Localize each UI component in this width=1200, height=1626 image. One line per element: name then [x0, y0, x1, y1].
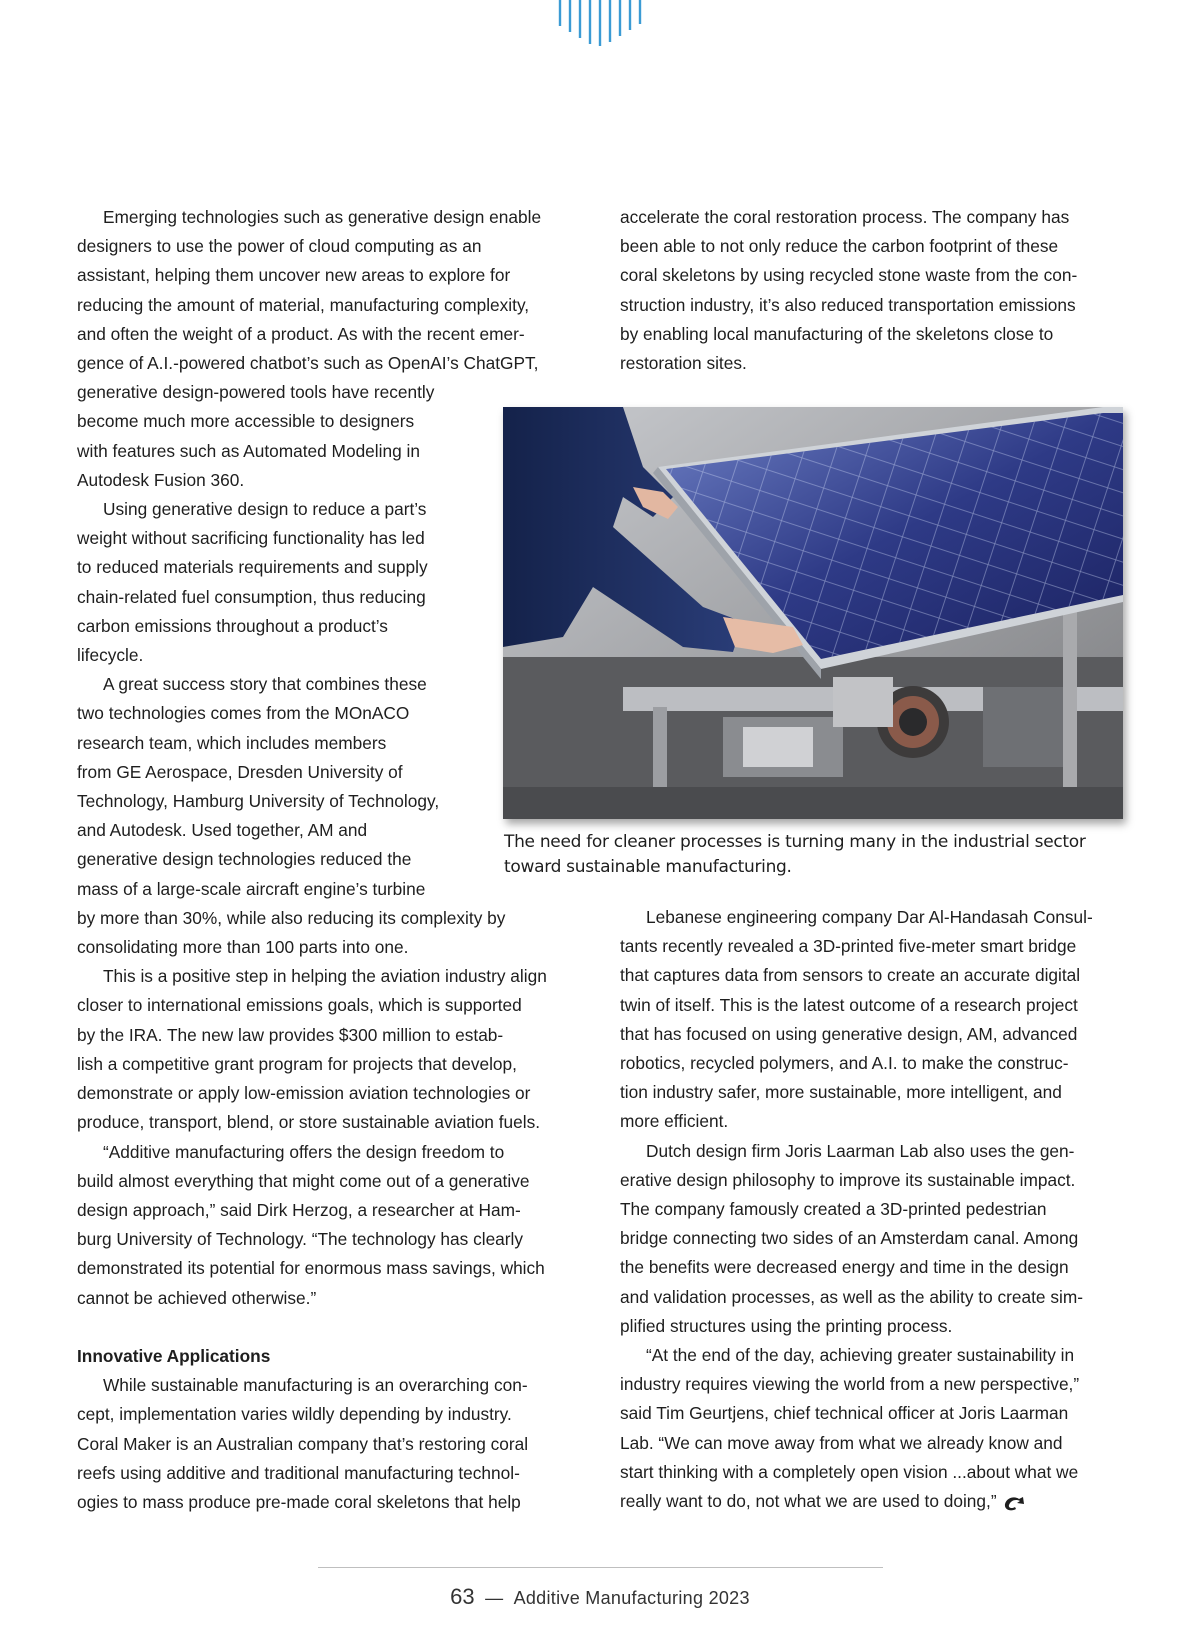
text-line: “Additive manufacturing offers the design freedom to [103, 1141, 505, 1162]
text-line: cannot be achieved otherwise.” [77, 1287, 317, 1308]
text-line: accelerate the coral restoration process. The company has [620, 207, 1070, 227]
text-line: with features such as Automated Modeling in [77, 440, 420, 461]
text-line: mass of a large-scale aircraft engine’s turbine [77, 878, 426, 899]
text-line: chain-related fuel consumption, thus reducing [77, 586, 426, 607]
text-line: reducing the amount of material, manufacturing complexity, [77, 294, 530, 315]
paragraph-dar-al-handasah [620, 903, 1130, 1137]
text-line: by more than 30%, while also reducing its complexity by [77, 907, 506, 928]
right-column [620, 903, 1130, 1516]
article-end-icon [1003, 1495, 1027, 1511]
text-line: research team, which includes members [77, 732, 387, 753]
text-line: to reduced materials requirements and supply [77, 557, 428, 578]
text-line: from GE Aerospace, Dresden University of [77, 761, 403, 782]
text-line: plified structures using the printing process. [620, 1315, 953, 1336]
text-line: closer to international emissions goals, which is supported [77, 995, 522, 1016]
text-line: the benefits were decreased energy and time in the design [620, 1257, 1069, 1278]
text-line: generative design technologies reduced the [77, 849, 412, 870]
text-line: Emerging technologies such as generative design enable [103, 207, 542, 227]
text-line: by enabling local manufacturing of the skeletons close to [620, 323, 1054, 344]
text-line: consolidating more than 100 parts into one. [77, 937, 409, 958]
decorative-stripes-icon [558, 0, 642, 48]
text-line: build almost everything that might come out of a generative [77, 1170, 530, 1191]
text-line: twin of itself. This is the latest outcome of a research project [620, 994, 1078, 1015]
text-line: Lab. “We can move away from what we already know and [620, 1432, 1063, 1453]
text-line: erative design philosophy to improve its sustainable impact. [620, 1169, 1076, 1190]
text-line: This is a positive step in helping the aviation industry align [103, 966, 547, 987]
text-line: A great success story that combines these [103, 674, 427, 695]
text-line: carbon emissions throughout a product’s [77, 615, 388, 636]
text-line: Dutch design firm Joris Laarman Lab also uses the gen- [646, 1140, 1075, 1161]
text-line: tion industry safer, more sustainable, more intelligent, and [620, 1082, 1062, 1103]
text-line: burg University of Technology. “The technology has clearly [77, 1229, 524, 1250]
text-line: two technologies comes from the MOnACO [77, 703, 410, 724]
text-line: designers to use the power of cloud computing as an [77, 236, 482, 257]
text-line: While sustainable manufacturing is an overarching con- [103, 1375, 528, 1396]
text-line: gence of A.I.-powered chatbot’s such as OpenAI’s ChatGPT, [77, 353, 539, 374]
paragraph-geurtjens-quote [620, 1341, 1130, 1516]
text-line: Lebanese engineering company Dar Al-Handasah Consul- [646, 907, 1093, 927]
page-number: 63 [450, 1584, 475, 1609]
text-line: and validation processes, as well as the ability to create sim- [620, 1286, 1083, 1307]
text-line: cept, implementation varies wildly depending by industry. [77, 1404, 512, 1425]
text-line: and often the weight of a product. As with the recent emer- [77, 323, 525, 344]
text-line: start thinking with a completely open vision ...about what we [620, 1461, 1079, 1482]
text-line: coral skeletons by using recycled stone waste from the con- [620, 265, 1078, 286]
text-line: been able to not only reduce the carbon footprint of these [620, 236, 1059, 257]
paragraph-innovative-applications [77, 1371, 587, 1517]
text-line: ogies to mass produce pre-made coral skeletons that help [77, 1491, 521, 1512]
paragraph-joris-laarman [620, 1137, 1130, 1341]
text-line: restoration sites. [620, 353, 747, 374]
text-line-last [620, 1487, 1130, 1516]
text-line: Coral Maker is an Australian company that’s restoring coral [77, 1433, 529, 1454]
text-line: weight without sacrificing functionality has led [77, 528, 425, 549]
page-footer [0, 1584, 1200, 1610]
text-line: robotics, recycled polymers, and A.I. to make the construc- [620, 1053, 1069, 1074]
right-column-top [620, 203, 1130, 378]
publication-title: Additive Manufacturing 2023 [513, 1588, 750, 1608]
footer-separator: — [485, 1588, 504, 1608]
text-line: Autodesk Fusion 360. [77, 469, 245, 490]
paragraph-coral-continued [620, 203, 1130, 378]
text-line: said Tim Geurtjens, chief technical officer at Joris Laarman [620, 1403, 1069, 1424]
text-line: lifecycle. [77, 645, 144, 666]
text-line: demonstrate or apply low-emission aviation technologies or [77, 1083, 531, 1104]
text-line: that has focused on using generative design, AM, advanced [620, 1023, 1078, 1044]
text-line: lish a competitive grant program for projects that develop, [77, 1053, 517, 1074]
footer-divider [318, 1567, 883, 1568]
text-line: struction industry, it’s also reduced transportation emissions [620, 294, 1076, 315]
text-line: by the IRA. The new law provides $300 million to estab- [77, 1024, 504, 1045]
text-line: design approach,” said Dirk Herzog, a researcher at Ham- [77, 1199, 521, 1220]
figure-caption: The need for cleaner processes is turning many in the industrial sector toward sustainable manufacturing. [504, 832, 1086, 877]
text-line: and Autodesk. Used together, AM and [77, 820, 368, 841]
section-heading: Innovative Applications [77, 1345, 271, 1366]
text-line: tants recently revealed a 3D-printed five-meter smart bridge [620, 936, 1077, 957]
text-line: produce, transport, blend, or store sustainable aviation fuels. [77, 1112, 541, 1133]
text-line: The company famously created a 3D-printed pedestrian [620, 1199, 1047, 1220]
paragraph-aviation-emissions [77, 962, 587, 1137]
text-line: generative design-powered tools have recently [77, 382, 435, 403]
text-line: Technology, Hamburg University of Technology, [77, 791, 440, 812]
text-line: really want to do, not what we are used to doing,” [620, 1491, 997, 1512]
text-line: bridge connecting two sides of an Amsterdam canal. Among [620, 1228, 1079, 1249]
text-line: more efficient. [620, 1111, 729, 1132]
text-line: “At the end of the day, achieving greater sustainability in [646, 1345, 1075, 1366]
text-line: reefs using additive and traditional manufacturing technol- [77, 1462, 520, 1483]
text-line: assistant, helping them uncover new areas to explore for [77, 265, 511, 286]
solar-panel-photo [503, 407, 1123, 819]
text-line: become much more accessible to designers [77, 411, 415, 432]
paragraph-herzog-quote [77, 1138, 587, 1313]
text-line: Using generative design to reduce a part’s [103, 499, 427, 520]
text-line: demonstrated its potential for enormous mass savings, which [77, 1258, 545, 1279]
text-line: industry requires viewing the world from a new perspective,” [620, 1374, 1080, 1395]
text-line: that captures data from sensors to create an accurate digital [620, 965, 1081, 986]
